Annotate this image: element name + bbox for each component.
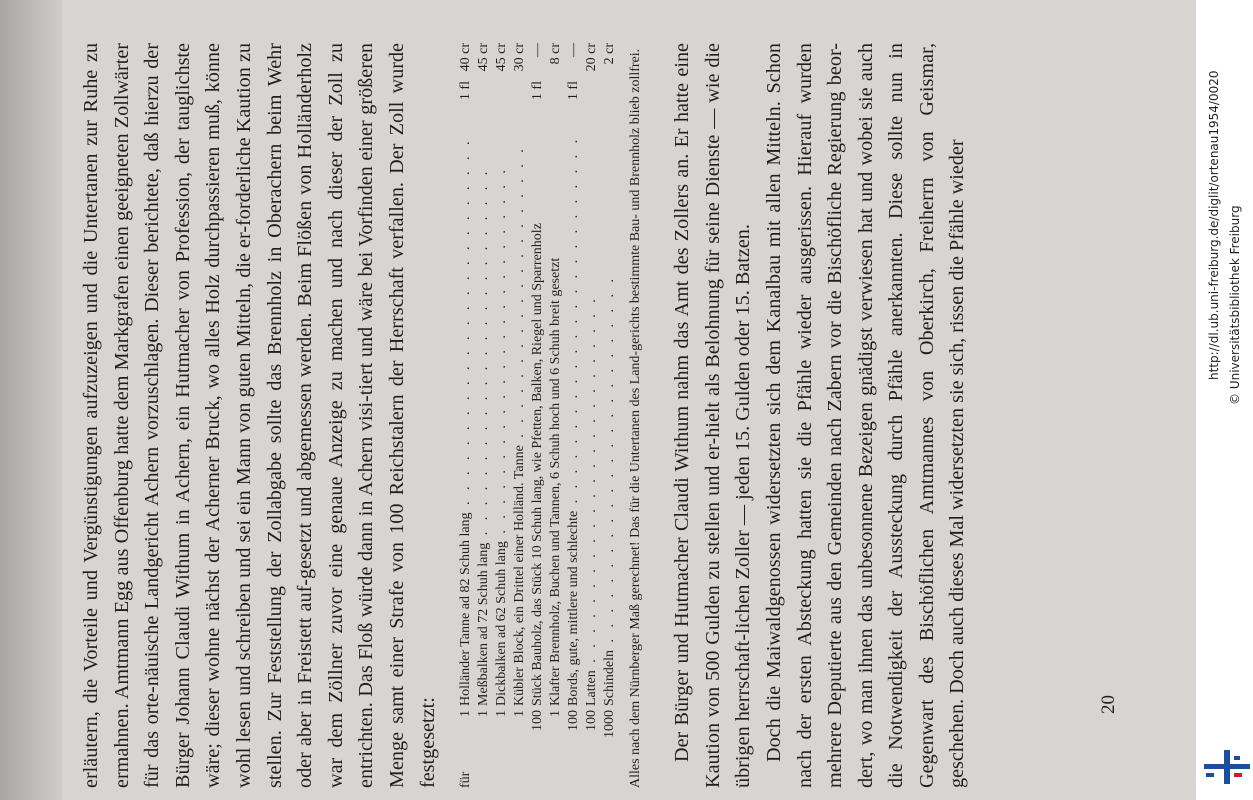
price-qty: 1 [548,710,564,717]
price-qty: 1000 [602,710,618,738]
price-desc: Kübler Block, ein Drittel einer Holländ. Tanne . . [511,137,529,706]
price-cr: 2 cr [602,43,618,65]
price-row [475,43,493,788]
source-url-link[interactable]: http://dl.ub.uni-freiburg.de/diglit/ortenau1954/0020 [1207,70,1221,380]
price-desc: Meßbalken ad 72 Schuh lang . . [475,137,493,706]
price-row [529,43,547,788]
price-qty: 1 [494,710,510,717]
price-row [547,43,565,788]
price-desc: Bords, gute, mittlere und schlechte . . [565,137,583,706]
price-qty: 100 [566,710,582,731]
price-qty: 100 [584,710,600,731]
page-number: 20 [1098,695,1119,714]
price-qty: 1 [458,710,474,717]
price-cr: 8 cr [548,43,564,65]
price-row [583,43,601,788]
price-desc: Dickbalken ad 62 Schuh lang . . [493,137,511,706]
toll-price-list [457,43,645,788]
ub-freiburg-logo-icon[interactable] [1204,744,1250,790]
price-row [511,43,529,788]
price-cr: — [530,43,546,57]
price-cr: 40 cr [458,43,474,72]
price-note: Alles nach dem Nürnberger Maß gerechnet! Das für die Untertanen des Land-gerichts bestimmte Bau- und Brennholz blieb zollfrei. [628,48,644,788]
price-fl: 1 fl [458,81,474,101]
price-intro: für [458,771,474,788]
price-cr: 45 cr [494,43,510,72]
price-cr: — [566,43,582,57]
price-desc: Latten . . [583,137,601,706]
price-row [457,43,475,788]
price-qty: 1 [476,710,492,717]
copyright-notice: © Universitätsbibliothek Freiburg [1228,205,1242,405]
price-cr: 20 cr [584,43,600,72]
price-desc: Klafter Brennholz, Buchen und Tannen, 6 Schuh hoch und 6 Schuh breit gesetzt [548,257,564,706]
price-desc: Holländer Tanne ad 82 Schuh lang . . [457,137,475,706]
price-fl: 1 fl [530,81,546,101]
paragraph-2: Der Bürger und Hutmacher Claudi Withum nahm das Amt des Zollers an. Er hatte eine Kaution von 500 Gulden zu stellen und er-hielt als Belohnung für seine Dienste — wie die übrigen herrschaft-lichen Zoller — jeden 15. Gulden oder 15. Batzen. [671,43,755,788]
price-fl: 1 fl [566,81,582,101]
price-qty: 1 [512,710,528,717]
price-row [601,43,619,788]
paragraph-1: erläutern, die Vorteile und Vergünstigungen aufzuzeigen und die Untertanen zur Ruhe zu ermahnen. Amtmann Egg aus Offenburg hatte dem Markgrafen einen geeigneten Zollwärter für das orte-näuische Landgericht Achern vorzuschlagen. Dieser berichtete, daß hierzu der Bürger Johann Claudi Withum in Achern, ein Hutmacher von Profession, der tauglichste wäre; dieser wohne nächst der Acherner Bruck, wo alles Holz durchpassieren muß, könne wohl lesen und schreiben und sei ein Mann von guten Mitteln, die er-forderliche Kaution zu stellen. Zur Feststellung der Zollabgabe sollte das Brennholz in Oberachern beim Wehr oder aber in Freistett auf-gesetzt und abgemessen werden. Beim Flößen von Holländerholz war dem Zöllner zuvor eine genaue Anzeige zu machen und nach dieser der Zoll zu entrichten. Das Floß würde dann in Achern visi-tiert und wäre bei Vorfinden einer größeren Menge samt einer Strafe von 100 Reichstalern der Herrschaft verfallen. Der Zoll wurde festgesetzt: [80,43,439,788]
paragraph-3: Doch die Maiwaldgenossen widersetzten sich dem Kanalbau mit allen Mitteln. Schon nach der ersten Absteckung hatten sie die Pfähle wieder ausgerissen. Hierauf wurden mehrere Deputierte aus den Gemeinden nach Zabern vor die Bischöfliche Regierung beor-dert, wo man ihnen das unbesonnene Bezeigen gnädigst verwiesen hat und wobei sie auch die Notwendigkeit der Aussteckung durch Pfähle anerkannten. Diese sollte nun in Gegenwart des Bischöflichen Amtmannes von Oberkirch, Freiherrn von Geismar, geschehen. Doch auch dieses Mal widersetzten sie sich, rissen die Pfähle wieder [762,43,969,788]
price-desc: Stück Bauholz, das Stück 10 Schuh lang, wie Pfetten, Balken, Riegel und Sparrenholz [530,223,546,706]
price-cr: 45 cr [476,43,492,72]
price-row [493,43,511,788]
page-text [76,43,973,788]
price-cr: 30 cr [512,43,528,72]
viewer-sidebar [1196,0,1253,800]
price-row [565,43,583,788]
price-desc: Schindeln . . [601,137,619,706]
price-qty: 100 [530,710,546,731]
